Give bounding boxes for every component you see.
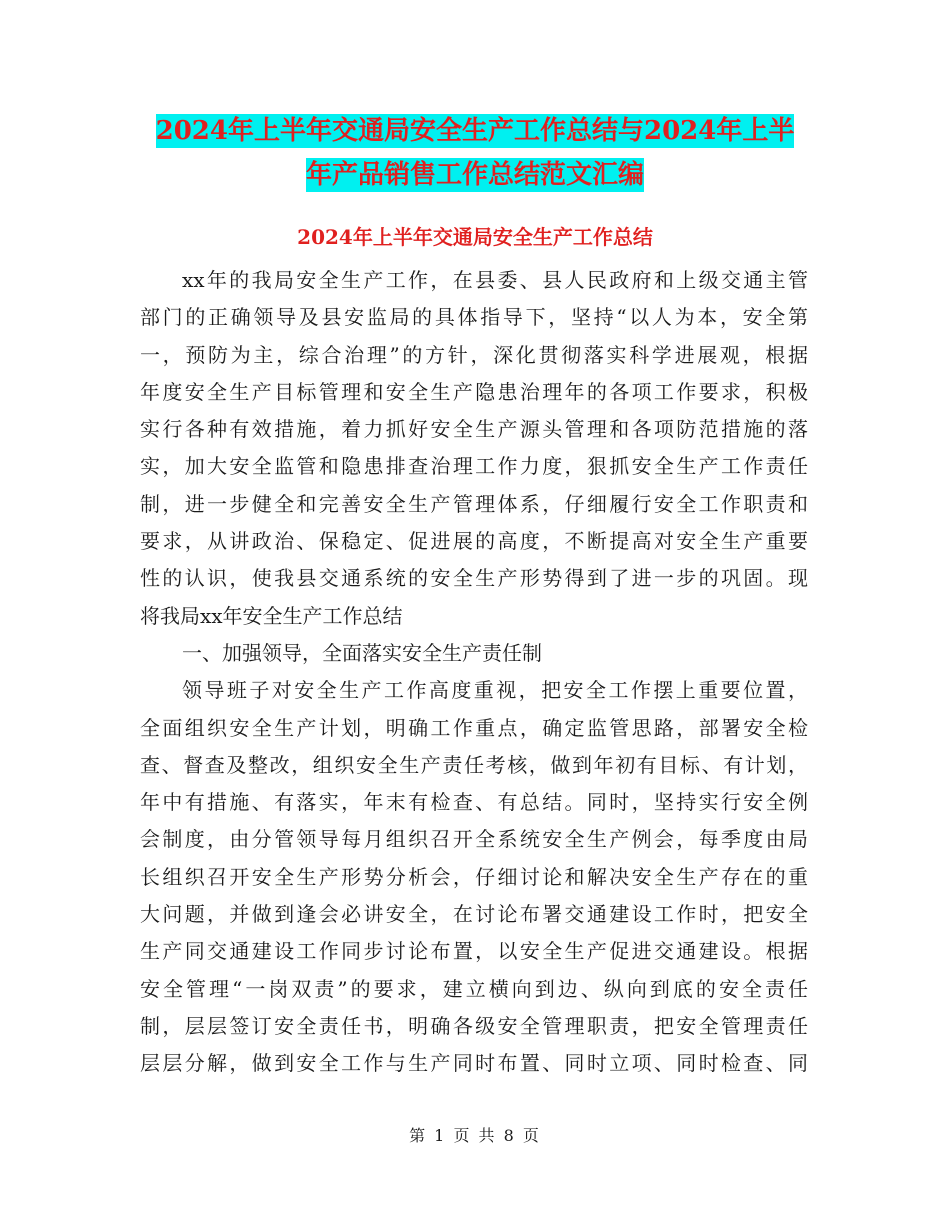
section-title: 2024年上半年交通局安全生产工作总结: [297, 225, 653, 249]
body-line: 生产同交通建设工作同步讨论布置，以安全生产促进交通建设。根据: [140, 939, 808, 964]
body-line: 年中有措施、有落实，年末有检查、有总结。同时，坚持实行安全例: [140, 790, 808, 815]
document-title-text-1: 2024年上半年交通局安全生产工作总结与2024年上半: [155, 116, 795, 146]
page-number-footer: 第 1 页 共 8 页: [409, 1126, 541, 1145]
body-line: xx年的我局安全生产工作，在县委、县人民政府和上级交通主管: [182, 268, 808, 292]
body-line: 全面组织安全生产计划，明确工作重点，确定监管思路，部署安全检: [140, 715, 808, 740]
body-line: 长组织召开安全生产形势分析会，仔细讨论和解决安全生产存在的重: [140, 864, 808, 889]
document-body: [140, 262, 808, 1083]
body-line: 实，加大安全监管和隐患排查治理工作力度，狠抓安全生产工作责任: [140, 454, 808, 479]
body-line: 部门的正确领导及县安监局的具体指导下，坚持“以人为本，安全第: [140, 305, 808, 330]
body-line: 层层分解，做到安全工作与生产同时布置、同时立项、同时检查、同: [140, 1051, 808, 1076]
body-line: 年度安全生产目标管理和安全生产隐患治理年的各项工作要求，积极: [140, 379, 808, 404]
body-line: 查、督查及整改，组织安全生产责任考核，做到年初有目标、有计划，: [140, 752, 808, 777]
body-line: 安全管理“一岗双责”的要求，建立横向到边、纵向到底的安全责任: [140, 976, 808, 1001]
body-line: 会制度，由分管领导每月组织召开全系统安全生产例会，每季度由局: [140, 827, 808, 852]
document-title-line-2: [0, 152, 950, 198]
document-title-line-1: [0, 108, 950, 154]
section-heading: 一、加强领导，全面落实安全生产责任制: [182, 640, 542, 665]
body-line: 实行各种有效措施，着力抓好安全生产源头管理和各项防范措施的落: [140, 417, 808, 442]
body-line: 要求，从讲政治、保稳定、促进展的高度，不断提高对安全生产重要: [140, 529, 808, 554]
body-line: 制，进一步健全和完善安全生产管理体系，仔细履行安全工作职责和: [140, 491, 808, 516]
body-line: 将我局xx年安全生产工作总结: [140, 603, 403, 628]
body-line: 领导班子对安全生产工作高度重视，把安全工作摆上重要位置，: [182, 678, 808, 703]
body-line: 一，预防为主，综合治理”的方针，深化贯彻落实科学进展观，根据: [140, 342, 808, 367]
body-line: 制，层层签订安全责任书，明确各级安全管理职责，把安全管理责任: [140, 1013, 808, 1038]
body-line: 大问题，并做到逢会必讲安全，在讨论布署交通建设工作时，把安全: [140, 902, 808, 927]
body-line: 性的认识，使我县交通系统的安全生产形势得到了进一步的巩固。现: [140, 566, 808, 591]
document-title-text-2: 年产品销售工作总结范文汇编: [305, 160, 644, 190]
